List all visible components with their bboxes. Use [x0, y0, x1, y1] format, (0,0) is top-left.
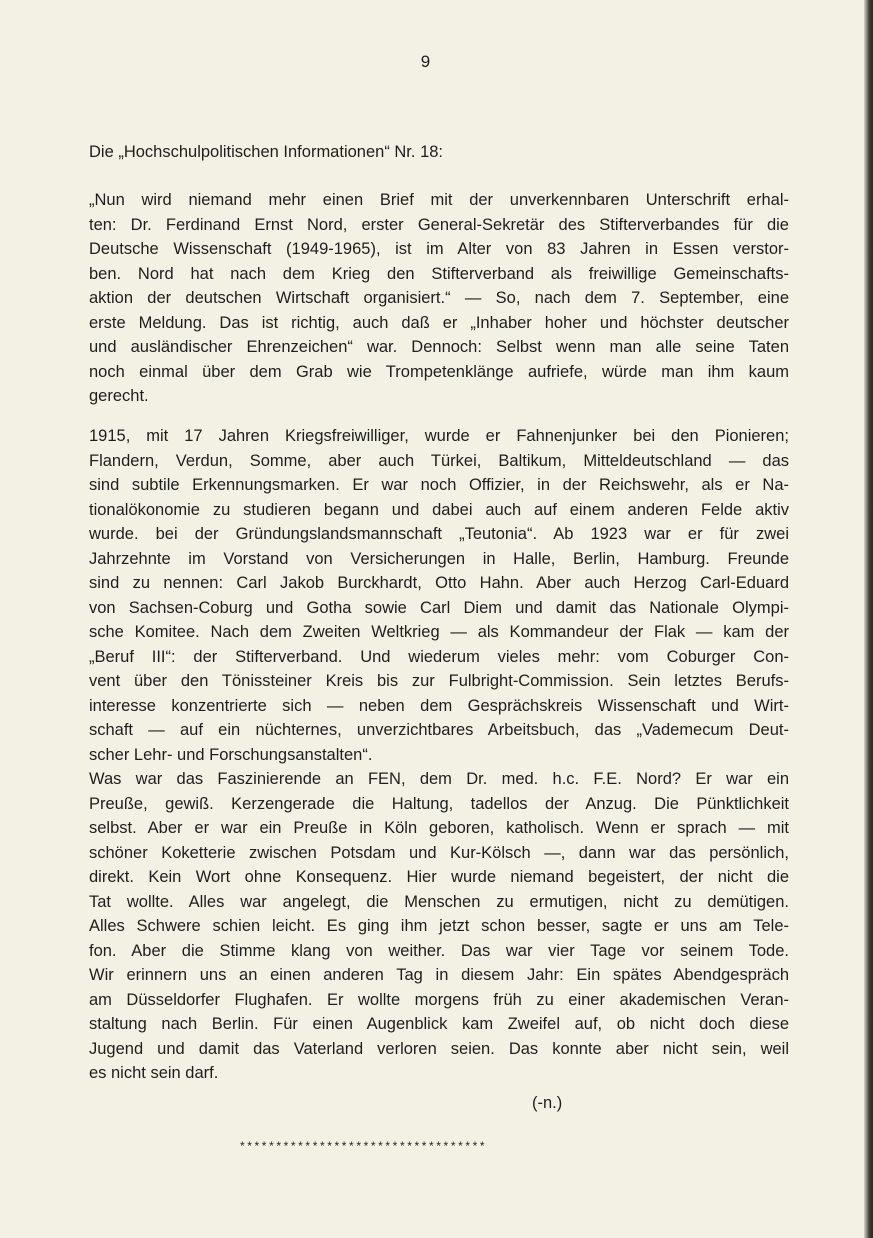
text-line: Was war das Faszinierende an FEN, dem Dr. med. h.c. F.E. Nord? Er war ein: [89, 770, 789, 788]
text-line: sind subtile Erkennungsmarken. Er war noch Offizier, in der Reichswehr, als er Na-: [89, 476, 789, 494]
paragraph-2: [89, 424, 789, 1086]
text-line: ben. Nord hat nach dem Krieg den Stifterverband als freiwillige Gemeinschafts-: [89, 264, 789, 283]
text-line: aktion der deutschen Wirtschaft organisiert.“ — So, nach dem 7. September, eine: [89, 289, 789, 307]
text-line: interesse konzentrierte sich — neben dem Gesprächskreis Wissenschaft und Wirt-: [89, 696, 789, 715]
page-number: 9: [420, 52, 431, 71]
text-line: Wir erinnern uns an einen anderen Tag in diesem Jahr: Ein spätes Abendgespräch: [89, 966, 789, 984]
text-line: Deutsche Wissenschaft (1949-1965), ist im Alter von 83 Jahren in Essen verstor-: [89, 240, 789, 258]
text-line: sche Komitee. Nach dem Zweiten Weltkrieg — als Kommandeur der Flak — kam der: [89, 623, 789, 641]
text-line: Flandern, Verdun, Somme, aber auch Türkei, Baltikum, Mitteldeutschland — das: [89, 451, 789, 470]
text-line: Alles Schwere schien leicht. Es ging ihm jetzt schon besser, sagte er uns am Tele-: [89, 917, 789, 935]
text-line: schaft — auf ein nüchternes, unverzichtbares Arbeitsbuch, das „Vademecum Deut-: [89, 721, 789, 739]
text-line: selbst. Aber er war ein Preuße in Köln geboren, katholisch. Wenn er sprach — mit: [89, 819, 789, 837]
paragraph-1: [89, 188, 789, 409]
text-line: direkt. Kein Wort ohne Konsequenz. Hier wurde niemand begeistert, der nicht die: [89, 868, 789, 886]
text-line: Jahrzehnte im Vorstand von Versicherungen in Halle, Berlin, Hamburg. Freunde: [89, 549, 789, 568]
text-line: von Sachsen-Coburg und Gotha sowie Carl Diem und damit das Nationale Olympi-: [89, 598, 789, 617]
text-line: Preuße, gewiß. Kerzengerade die Haltung, tadellos der Anzug. Die Pünktlichkeit: [89, 794, 789, 813]
text-line: tionalökonomie zu studieren begann und dabei auch auf einem anderen Felde aktiv: [89, 500, 789, 519]
text-line: gerecht.: [89, 387, 149, 405]
text-line: Tat wollte. Alles war angelegt, die Menschen zu ermutigen, nicht zu demütigen.: [89, 892, 789, 911]
text-line: ten: Dr. Ferdinand Ernst Nord, erster General-Sekretär des Stifterverbandes für die: [89, 215, 789, 234]
text-line: fon. Aber die Stimme klang von weither. Das war vier Tage vor seinem Tode.: [89, 941, 789, 960]
text-line: „Beruf III“: der Stifterverband. Und wiederum vieles mehr: vom Coburger Con-: [89, 647, 789, 666]
text-line: schöner Koketterie zwischen Potsdam und Kur-Kölsch —, dann war das persönlich,: [89, 843, 789, 862]
text-line: „Nun wird niemand mehr einen Brief mit der unverkennbaren Unterschrift erhal-: [89, 191, 789, 209]
text-line: Jugend und damit das Vaterland verloren seien. Das konnte aber nicht sein, weil: [89, 1039, 789, 1058]
text-line: vent über den Tönissteiner Kreis bis zur Fulbright-Commission. Sein letztes Berufs-: [89, 672, 789, 690]
text-line: und ausländischer Ehrenzeichen“ war. Dennoch: Selbst wenn man alle seine Taten: [89, 338, 789, 356]
author-signature: (-n.): [532, 1094, 563, 1112]
text-line: am Düsseldorfer Flughafen. Er wollte morgens früh zu einer akademischen Veran-: [89, 990, 789, 1009]
text-line: staltung nach Berlin. Für einen Augenblick kam Zweifel auf, ob nicht doch diese: [89, 1015, 789, 1033]
text-line: noch einmal über dem Grab wie Trompetenklänge aufriefe, würde man ihm kaum: [89, 362, 789, 381]
page-edge-shadow: [864, 0, 873, 1238]
text-line: sind zu nennen: Carl Jakob Burckhardt, Otto Hahn. Aber auch Herzog Carl-Eduard: [89, 574, 789, 592]
asterisk-separator: **********************************: [240, 1139, 488, 1153]
article-heading: Die „Hochschulpolitischen Informationen“ Nr. 18:: [89, 143, 444, 161]
text-line: es nicht sein darf.: [89, 1064, 219, 1082]
text-line: wurde. bei der Gründungslandsmannschaft „Teutonia“. Ab 1923 war er für zwei: [89, 525, 789, 543]
text-line: 1915, mit 17 Jahren Kriegsfreiwilliger, wurde er Fahnenjunker bei den Pionieren;: [89, 427, 789, 445]
text-line: scher Lehr- und Forschungsanstalten“.: [89, 745, 373, 764]
text-line: erste Meldung. Das ist richtig, auch daß er „Inhaber hoher und höchster deutscher: [89, 313, 789, 332]
